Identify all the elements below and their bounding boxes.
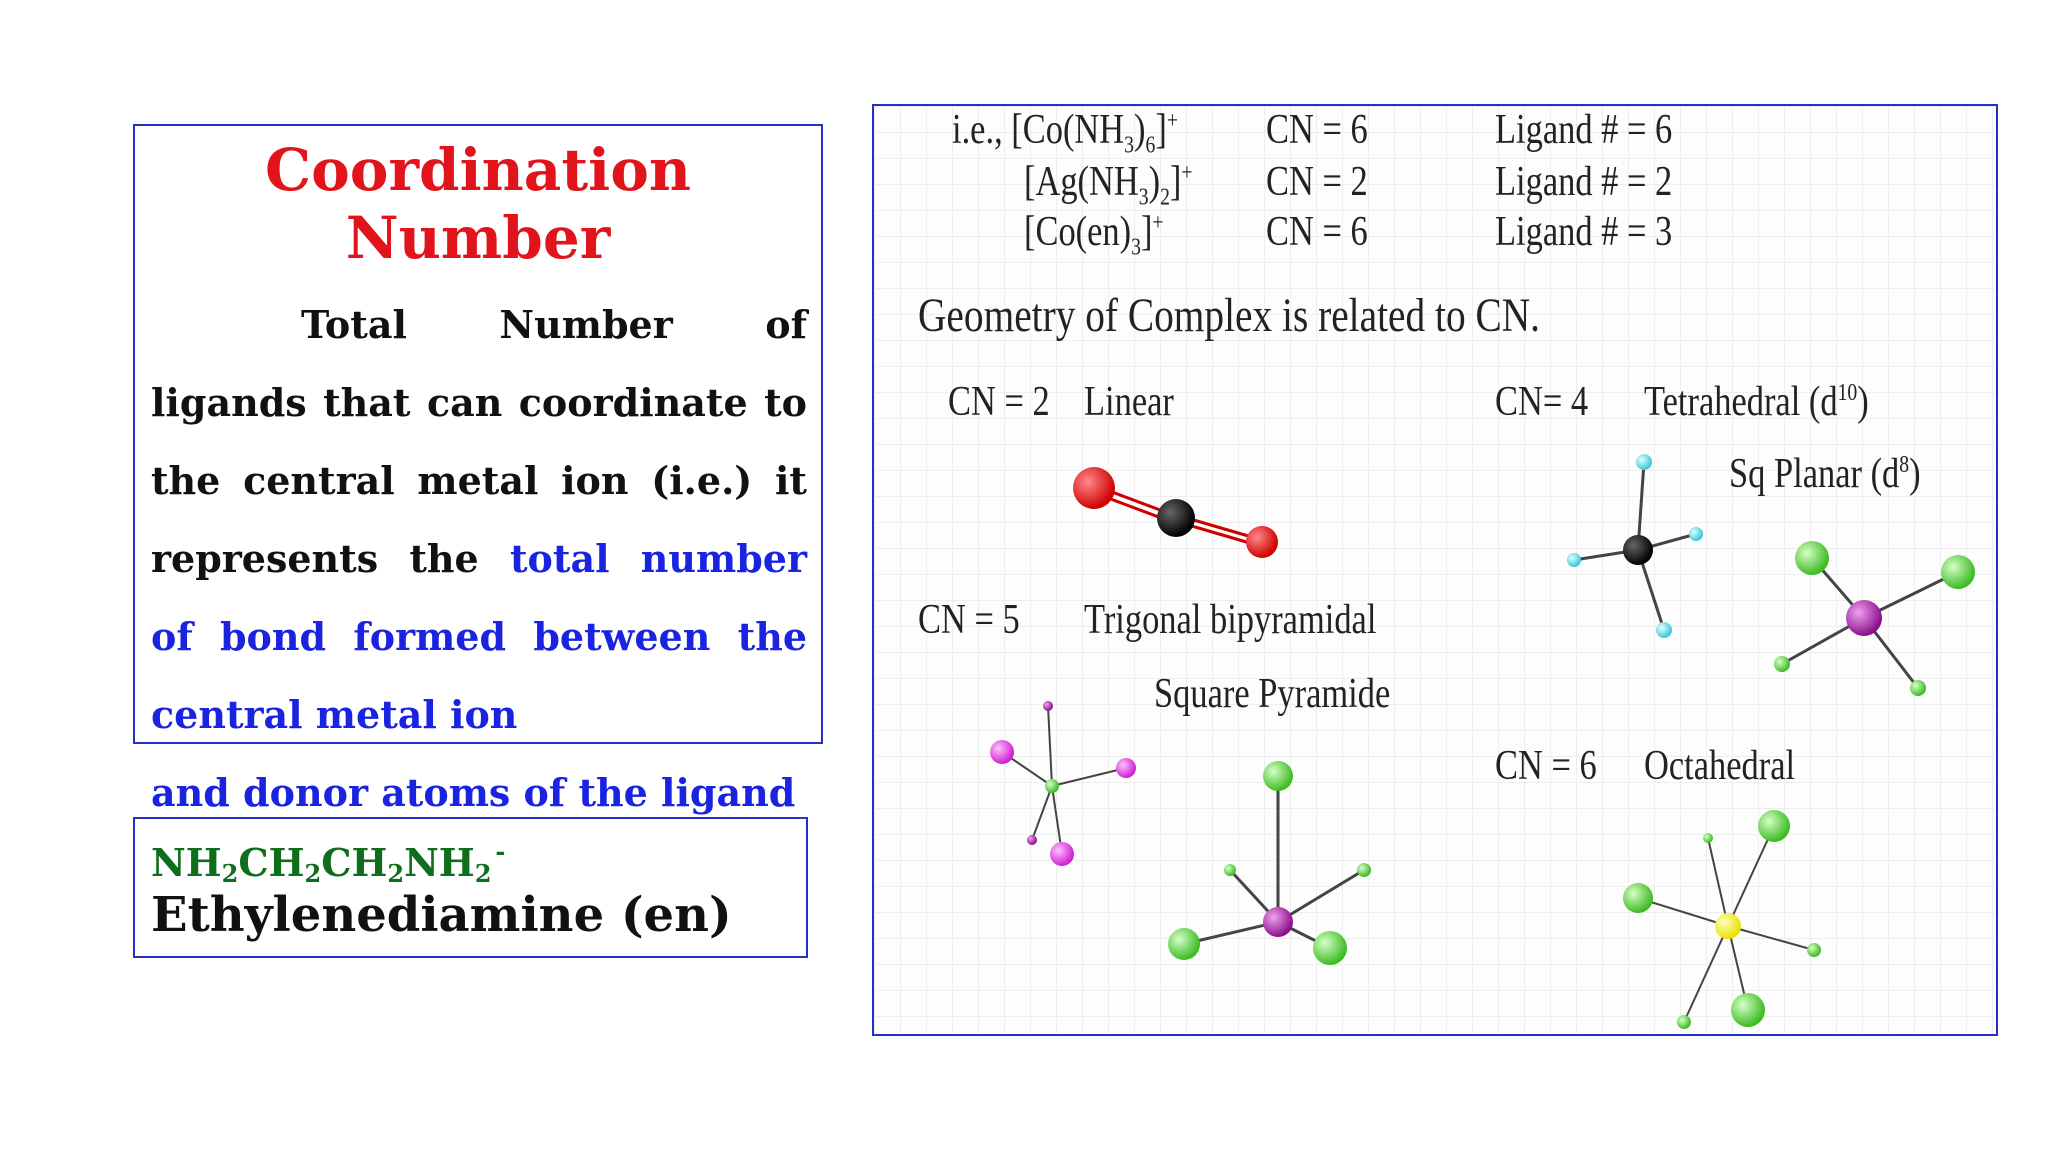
cn2-label: CN = 2 [948,379,1050,425]
trigonal-bipyramidal-molecule [990,701,1136,866]
square-planar-molecule [1774,541,1975,696]
definition-line-2: that can coordinate to the central [151,380,807,503]
definition-line-4: total number of bond formed [151,536,807,659]
cn6-label: CN = 6 [1495,743,1597,789]
cn4-shape: Tetrahedral $(d^{10})$ [1644,379,1869,425]
ligand-name: Ethylenediamine (en) [151,887,732,943]
cn4-alt-shape: Sq Planar $(d^8)$ [1729,451,1921,497]
cn5-label: CN = 5 [918,597,1020,643]
molecule-illustrations [874,106,1998,1036]
cn5-shape: Trigonal bipyramidal [1084,597,1377,643]
example-row-1-complex: i.e., $[Co(NH_3)_6]^+$ [952,107,1178,159]
cn2-shape: Linear [1084,379,1174,425]
cn6-shape: Octahedral [1644,743,1796,789]
cn4-label: CN= 4 [1495,379,1589,425]
definition-paragraph [151,286,807,832]
definition-line-5: between the central metal ion [151,614,807,737]
definition-line-3: metal ion (i.e.) it represents the [151,458,807,581]
example-row-2-cn: CN = 2 [1266,159,1368,205]
linear-molecule [1073,467,1278,558]
octahedral-molecule [1623,810,1821,1029]
page-title: Coordination Number [264,136,692,272]
example-row-1-ligands: Ligand # = 6 [1495,107,1673,153]
definition-box [133,124,823,815]
example-row-3-cn: CN = 6 [1266,209,1368,255]
ligand-box [133,817,808,958]
example-row-2-ligands: Ligand # = 2 [1495,159,1673,205]
tetrahedral-molecule [1567,454,1703,638]
example-row-3-ligands: Ligand # = 3 [1495,209,1673,255]
definition-line-1: Total Number of ligands [151,302,807,425]
example-row-2-complex: $[Ag(NH_3)_2]^+$ [1024,159,1193,211]
square-pyramid-molecule [1168,761,1371,965]
definition-line-6: and donor atoms of the ligand [151,770,796,815]
cn5-alt-shape: Square Pyramide [1154,671,1391,717]
geometry-heading: Geometry of Complex is related to CN. [918,289,1540,342]
geometry-panel [872,104,1998,1036]
ligand-formula: $NH_2CH_2CH_2NH_2^-$ [151,837,506,888]
example-row-1-cn: CN = 6 [1266,107,1368,153]
example-row-3-complex: $[Co(en)_3]^+$ [1024,209,1164,261]
